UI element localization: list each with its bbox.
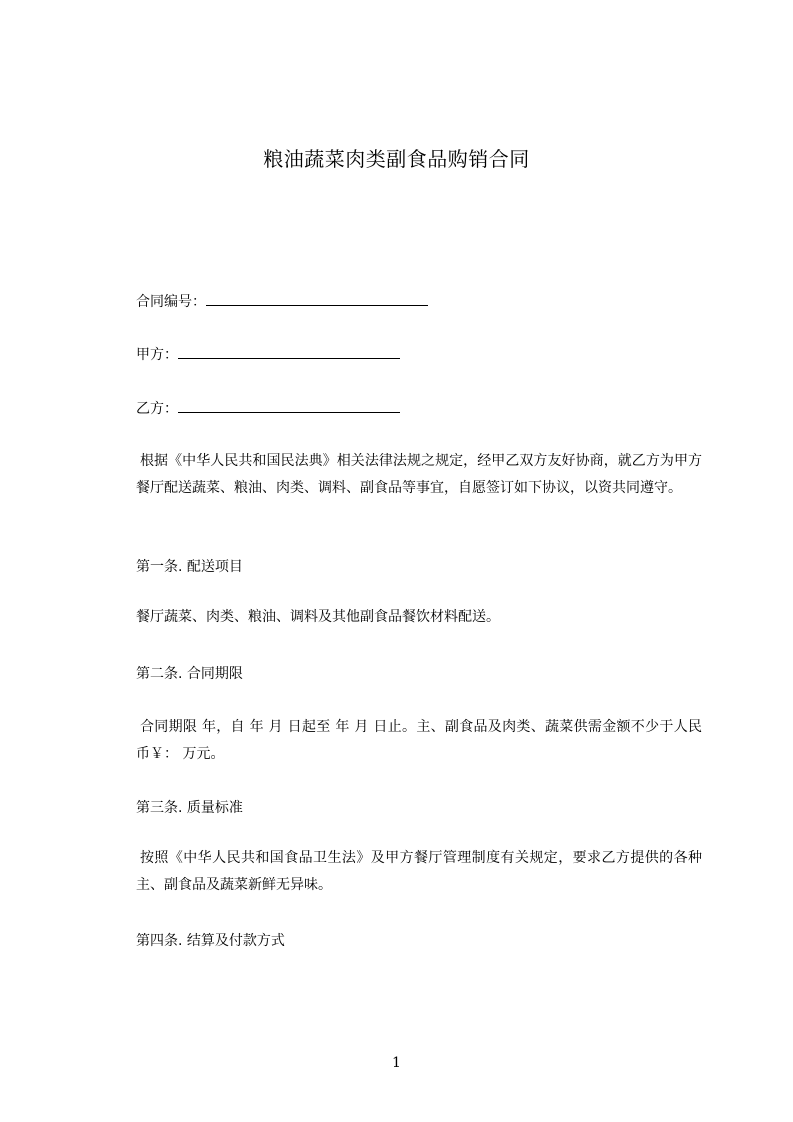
article-1-body: 餐厅蔬菜、肉类、粮油、调料及其他副食品餐饮材料配送。: [136, 609, 500, 625]
page-number: 1: [392, 1055, 401, 1071]
article-3-body: 按照《中华人民共和国食品卫生法》及甲方餐厅管理制度有关规定，要求乙方提供的各种主、副食品及蔬菜新鲜无异味。: [136, 850, 702, 893]
contract-number-field: [136, 291, 428, 312]
party-b-label: 乙方：: [136, 401, 178, 417]
party-a-blank: [178, 344, 400, 359]
contract-number-blank: [206, 291, 428, 306]
article-2-heading: 第二条. 合同期限: [136, 666, 243, 682]
party-a-field: [136, 344, 400, 365]
party-b-blank: [178, 398, 400, 413]
article-2-body: 合同期限 年，自 年 月 日起至 年 月 日止。主、副食品及肉类、蔬菜供需金额不少于人民币￥： 万元。: [136, 719, 702, 762]
document-title: 粮油蔬菜肉类副食品购销合同: [263, 147, 530, 171]
article-3-heading: 第三条. 质量标准: [136, 800, 243, 816]
article-1-heading: 第一条. 配送项目: [136, 559, 243, 575]
preamble-paragraph: 根据《中华人民共和国民法典》相关法律法规之规定，经甲乙双方友好协商，就乙方为甲方餐厅配送蔬菜、粮油、肉类、调料、副食品等事宜，自愿签订如下协议，以资共同遵守。: [136, 453, 702, 496]
party-a-label: 甲方：: [136, 347, 178, 363]
contract-number-label: 合同编号：: [136, 294, 206, 310]
party-b-field: [136, 398, 400, 419]
article-4-heading: 第四条. 结算及付款方式: [136, 933, 285, 949]
